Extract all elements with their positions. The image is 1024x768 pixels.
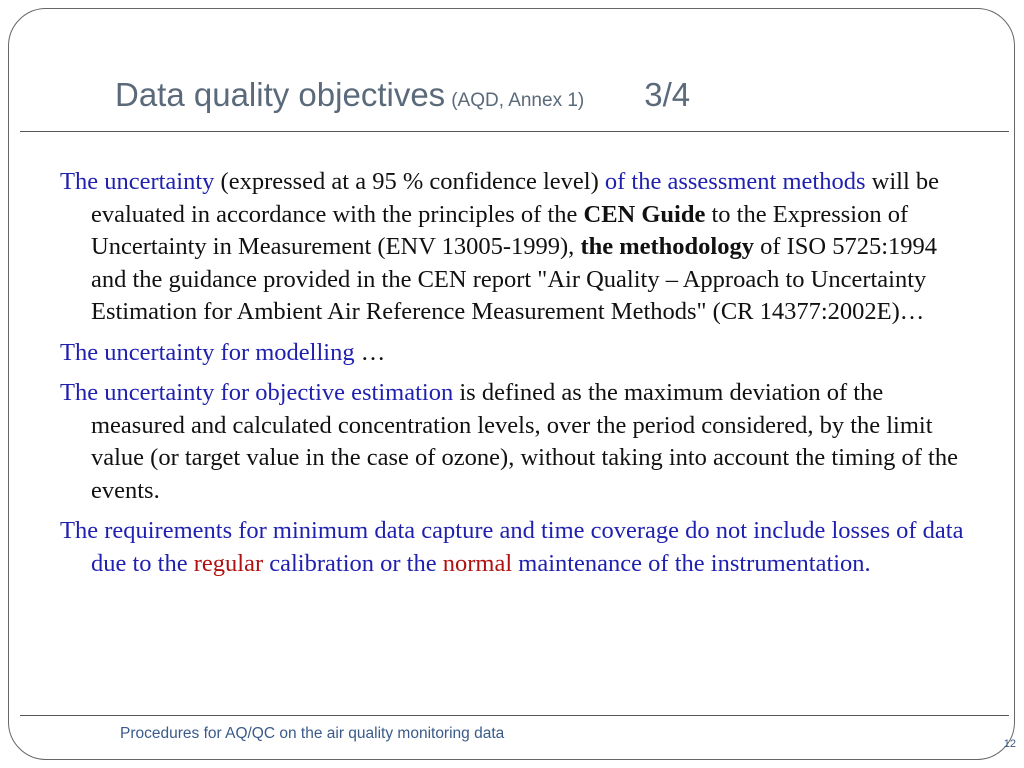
text-span: will be evaluated in accordance with the principles of the bbox=[91, 168, 940, 228]
slide-title bbox=[115, 78, 690, 111]
text-span: of the assessment methods bbox=[604, 168, 866, 195]
title-main: Data quality objectives bbox=[115, 76, 446, 113]
slide-body bbox=[60, 166, 975, 588]
text-span: of ISO 5725:1994 and the guidance provided in the CEN report "Air Quality – Approach to Uncertainty Estimation for Ambient Air Reference Measurement Methods" (CR 14377:2002E)… bbox=[91, 233, 938, 325]
text-span: The uncertainty bbox=[60, 168, 215, 195]
paragraph-uncertainty-modelling bbox=[60, 337, 975, 370]
text-span: normal bbox=[442, 549, 513, 577]
text-span: The uncertainty for objective estimation bbox=[60, 379, 454, 406]
text-span: regular bbox=[193, 549, 264, 577]
paragraph-uncertainty-objective bbox=[60, 377, 975, 507]
text-span: The uncertainty for modelling bbox=[60, 338, 355, 366]
text-span: … bbox=[354, 338, 386, 366]
text-span: (expressed at a 95 % confidence level) bbox=[214, 168, 605, 195]
text-span: to the Expression of Uncertainty in Measurement (ENV 13005-1999), bbox=[91, 200, 909, 260]
title-divider bbox=[20, 131, 1009, 132]
text-span-bold: the methodology bbox=[580, 233, 754, 260]
text-span: calibration or the bbox=[263, 549, 443, 577]
footer-divider bbox=[20, 715, 1009, 716]
text-span: is defined as the maximum deviation of the measured and calculated concentration levels, over the period considered, by the limit value (or target value in the case of ozone), without taking into account the timing of the events. bbox=[91, 379, 958, 504]
title-subtitle: (AQD, Annex 1) bbox=[451, 90, 585, 111]
footer-text: Procedures for AQ/QC on the air quality monitoring data bbox=[120, 725, 505, 742]
paragraph-uncertainty-assessment bbox=[60, 166, 975, 329]
paragraph-data-capture bbox=[60, 515, 975, 580]
text-span: maintenance of the instrumentation. bbox=[512, 549, 871, 577]
page-number: 12 bbox=[1003, 738, 1016, 750]
title-page-indicator: 3/4 bbox=[644, 76, 691, 113]
text-span-bold: CEN Guide bbox=[583, 200, 706, 228]
text-span: The requirements for minimum data capture and time coverage do not include losses of data due to the bbox=[60, 517, 964, 577]
